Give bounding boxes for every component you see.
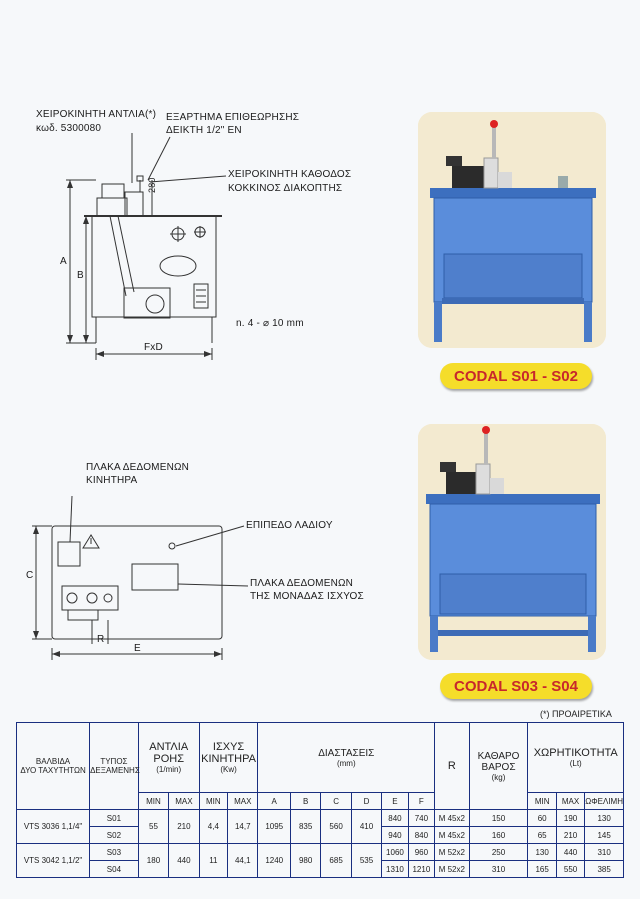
sub-dim-f: F [408, 793, 434, 810]
unit-plate-label-1: ΠΛΑΚΑ ΔΕΔΟΜΕΝΩΝ [250, 578, 354, 589]
bottom-drawing-lines [0, 440, 400, 670]
sub-flow-min: MIN [138, 793, 168, 810]
header-flow [138, 723, 199, 793]
oil-level-label: ΕΠΙΠΕΔΟ ΛΑΔΙΟΥ [246, 520, 333, 531]
cell-r: M 45x2 [435, 827, 470, 844]
header-capacity-title: ΧΩΡΗΤΙΚΟΤΗΤΑ [533, 747, 618, 759]
dim-b: B [77, 270, 84, 281]
sub-flow-max: MAX [169, 793, 199, 810]
cell-cap-useful: 310 [585, 844, 624, 861]
cell-dim-a: 1095 [258, 810, 290, 844]
header-flow-unit: (1/min) [156, 765, 182, 774]
manual-pump-code: κωδ. 5300080 [36, 123, 102, 134]
header-dimensions-title: ΔΙΑΣΤΑΣΕΙΣ [318, 747, 375, 759]
sub-power-max: MAX [228, 793, 258, 810]
dim-280: 280 [147, 177, 157, 193]
holes-note: n. 4 - ⌀ 10 mm [236, 318, 304, 329]
unit-plate-label-2: ΤΗΣ ΜΟΝΑΔΑΣ ΙΣΧΥΟΣ [250, 591, 364, 602]
product-photo-s01-s02 [418, 112, 606, 348]
header-dimensions-unit: (mm) [336, 758, 356, 768]
cell-dim-e: 1060 [382, 844, 408, 861]
cell-cap-max: 210 [556, 827, 584, 844]
header-power-unit: (Kw) [220, 765, 237, 774]
cell-flow-min: 180 [138, 844, 168, 878]
hydraulic-tank-illustration [418, 424, 606, 660]
cell-dim-d: 535 [351, 844, 381, 878]
product-photo-s03-s04 [418, 424, 606, 660]
header-power-line1: ΙΣΧΥΣ [212, 741, 245, 753]
header-tank-line2: ΔΕΞΑΜΕΝΗΣ [90, 766, 140, 775]
header-valve-line1: ΒΑΛΒΙΔΑ [35, 757, 71, 766]
cell-tank: S01 [90, 810, 139, 827]
dim-e: E [134, 643, 141, 654]
sub-dim-a: A [258, 793, 290, 810]
cell-cap-min: 60 [528, 810, 556, 827]
cell-weight: 160 [469, 827, 528, 844]
cell-dim-d: 410 [351, 810, 381, 844]
header-capacity-unit: (Lt) [569, 759, 582, 768]
sub-power-min: MIN [199, 793, 227, 810]
header-valve-line2: ΔΥΟ ΤΑΧΥΤΗΤΩΝ [20, 766, 86, 775]
manual-pump-label: ΧΕΙΡΟΚΙΝΗΤΗ ΑΝΤΛΙΑ(*) [36, 109, 157, 120]
cell-cap-useful: 145 [585, 827, 624, 844]
cell-cap-max: 190 [556, 810, 584, 827]
cell-dim-f: 740 [408, 810, 434, 827]
cell-cap-min: 65 [528, 827, 556, 844]
header-r: R [435, 723, 470, 810]
cell-flow-max: 440 [169, 844, 199, 878]
header-weight-line2: ΒΑΡΟΣ [481, 761, 516, 773]
header-dimensions [258, 723, 435, 793]
cell-dim-c: 685 [321, 844, 351, 878]
cell-weight: 250 [469, 844, 528, 861]
sub-cap-max: MAX [556, 793, 584, 810]
header-power-line2: ΚΙΝΗΤΗΡΑ [201, 753, 256, 765]
cell-power-min: 4,4 [199, 810, 227, 844]
cell-r: M 52x2 [435, 844, 470, 861]
table-row [17, 810, 624, 827]
cell-dim-f: 840 [408, 827, 434, 844]
header-flow-line2: ΡΟΗΣ [153, 753, 185, 765]
sub-cap-useful: ΩΦΕΛΙΜΗ [585, 793, 624, 810]
header-power [199, 723, 258, 793]
model-badge-s01-s02: CODAL S01 - S02 [440, 363, 592, 389]
motor-plate-label-2: ΚΙΝΗΤΗΡΑ [86, 475, 138, 486]
header-tank-line1: ΤΥΠΟΣ [100, 757, 128, 766]
sub-cap-min: MIN [528, 793, 556, 810]
cell-dim-c: 560 [321, 810, 351, 844]
cell-power-min: 11 [199, 844, 227, 878]
cell-cap-max: 440 [556, 844, 584, 861]
cell-cap-useful: 130 [585, 810, 624, 827]
cell-r: M 52x2 [435, 861, 470, 878]
cell-tank: S03 [90, 844, 139, 861]
cell-cap-min: 165 [528, 861, 556, 878]
cell-dim-e: 940 [382, 827, 408, 844]
dim-c: C [26, 570, 34, 581]
cell-cap-useful: 385 [585, 861, 624, 878]
header-valve [17, 723, 90, 810]
cell-power-max: 44,1 [228, 844, 258, 878]
table-header-row [17, 723, 624, 793]
inspection-fitting-label: ΕΞΑΡΤΗΜΑ ΕΠΙΘΕΩΡΗΣΗΣ [166, 112, 300, 123]
dim-r: R [97, 634, 105, 645]
header-flow-line1: ΑΝΤΛΙΑ [149, 741, 189, 753]
cell-flow-min: 55 [138, 810, 168, 844]
cell-dim-b: 835 [290, 810, 320, 844]
cell-dim-f: 960 [408, 844, 434, 861]
model-badge-s03-s04: CODAL S03 - S04 [440, 673, 592, 699]
cell-tank: S02 [90, 827, 139, 844]
cell-valve: VTS 3036 1,1/4" [17, 810, 90, 844]
cell-dim-e: 1310 [382, 861, 408, 878]
red-switch-label: ΚΟΚΚΙΝΟΣ ΔΙΑΚΟΠΤΗΣ [228, 183, 343, 194]
cell-dim-f: 1210 [408, 861, 434, 878]
header-capacity [528, 723, 624, 793]
sub-dim-d: D [351, 793, 381, 810]
manual-descent-label: ΧΕΙΡΟΚΙΝΗΤΗ ΚΑΘΟΔΟΣ [228, 169, 352, 180]
sub-dim-b: B [290, 793, 320, 810]
cell-dim-a: 1240 [258, 844, 290, 878]
cell-power-max: 14,7 [228, 810, 258, 844]
sub-dim-c: C [321, 793, 351, 810]
cell-cap-min: 130 [528, 844, 556, 861]
spec-table [16, 722, 624, 878]
cell-weight: 310 [469, 861, 528, 878]
top-drawing-lines [0, 0, 400, 400]
sub-dim-e: E [382, 793, 408, 810]
header-weight [469, 723, 528, 810]
header-weight-unit: (kg) [491, 772, 506, 782]
cell-dim-b: 980 [290, 844, 320, 878]
cell-cap-max: 550 [556, 861, 584, 878]
header-weight-line1: ΚΑΘΑΡΟ [477, 750, 520, 762]
motor-plate-label-1: ΠΛΑΚΑ ΔΕΔΟΜΕΝΩΝ [86, 462, 190, 473]
cell-weight: 150 [469, 810, 528, 827]
cell-dim-e: 840 [382, 810, 408, 827]
cell-flow-max: 210 [169, 810, 199, 844]
cell-r: M 45x2 [435, 810, 470, 827]
indicator-label: ΔΕΙΚΤΗ 1/2" EN [166, 125, 242, 136]
cell-valve: VTS 3042 1,1/2" [17, 844, 90, 878]
dim-fxd: FxD [144, 342, 163, 353]
hydraulic-tank-illustration [418, 112, 606, 348]
dim-a: A [60, 256, 67, 267]
header-tank [90, 723, 139, 810]
cell-tank: S04 [90, 861, 139, 878]
table-row [17, 844, 624, 861]
optional-note: (*) ΠΡΟΑΙΡΕΤΙΚΑ [540, 709, 612, 719]
